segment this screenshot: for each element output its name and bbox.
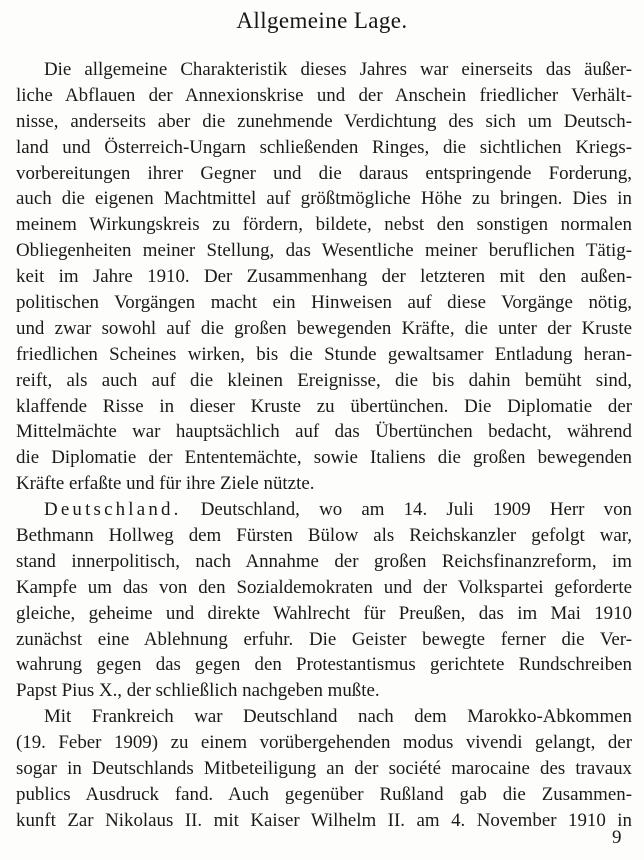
text-line: Kräfte erfaßte und für ihre Ziele nützte. (16, 473, 315, 495)
text-line: meinem Wirkungskreis zu fördern, bildete, nebst den sonstigen normalen (16, 214, 632, 236)
text-line: sogar in Deutschlands Mitbeteiligung an der société marocaine des travaux (16, 758, 632, 780)
text-line: kunft Zar Nikolaus II. mit Kaiser Wilhelm II. am 4. November 1910 in (16, 809, 632, 831)
text-line: wahrung gegen das gegen den Protestantismus gerichtete Rundschreiben (16, 654, 632, 676)
text-line: Papst Pius X., der schließlich nachgeben mußte. (16, 680, 380, 702)
text-line: liche Abflauen der Annexionskrise und der Anschein friedlicher Verhält- (16, 84, 632, 106)
text-line: die Diplomatie der Ententemächte, sowie Italiens die großen bewegenden (16, 447, 632, 469)
text-line (16, 497, 632, 523)
text-line: Bethmann Hollweg dem Fürsten Bülow als Reichskanzler gefolgt war, (16, 525, 632, 547)
page-number: 9 (612, 827, 622, 848)
text-line: klaffende Risse in dieser Kruste zu übertünchen. Die Diplomatie der (16, 395, 632, 417)
text-line: publics Ausdruck fand. Auch gegenüber Rußland gab die Zusammen- (16, 783, 632, 805)
page-title: Allgemeine Lage. (236, 8, 408, 33)
text-line: friedlichen Scheines wirken, bis die Stunde gewaltsamer Entladung heran- (16, 343, 632, 365)
text-line: Die allgemeine Charakteristik dieses Jahres war einerseits das äußer- (44, 59, 632, 80)
text-line: keit im Jahre 1910. Der Zusammenhang der letzteren mit den außen- (16, 266, 632, 288)
text-line: Obliegenheiten meiner Stellung, das Wesentliche meiner beruflichen Tätig- (16, 240, 632, 262)
text-line: nisse, anderseits aber die zunehmende Verdichtung des sich um Deutsch- (16, 110, 632, 132)
text-line: vorbereitungen ihrer Gegner und die daraus entspringende Forderung, (16, 162, 632, 184)
text-line: zunächst eine Ablehnung erfuhr. Die Geister bewegte ferner die Ver- (16, 628, 632, 650)
text-line: reift, als auch auf die kleinen Ereignisse, die bis dahin bemüht sind, (16, 369, 632, 391)
text-line: Mittelmächte war hauptsächlich auf das Übertünchen bedacht, während (16, 421, 632, 443)
text-line: gleiche, geheime und direkte Wahlrecht für Preußen, das im Mai 1910 (16, 602, 632, 624)
text-line: Kampfe um das von den Sozialdemokraten und der Volkspartei geforderte (16, 576, 632, 598)
text-line: politischen Vorgängen macht ein Hinweisen auf diese Vorgänge nötig, (16, 292, 632, 314)
text-line: Mit Frankreich war Deutschland nach dem Marokko-Abkommen (44, 706, 632, 728)
text-line: stand innerpolitisch, nach Annahme der großen Reichsfinanzreform, im (16, 550, 632, 572)
text-line: land und Österreich-Ungarn schließenden Ringes, die sichtlichen Kriegs- (16, 136, 632, 158)
text-fragment: Deutschland, wo am 14. Juli 1909 Herr von (200, 499, 632, 521)
body-text (16, 57, 632, 834)
text-line: und zwar sowohl auf die großen bewegenden Kräfte, die unter der Kruste (16, 317, 632, 339)
text-line: (19. Feber 1909) zu einem vorübergehenden modus vivendi gelangt, der (16, 732, 632, 754)
section-heading: Deutschland. (44, 499, 182, 521)
text-line: auch die eigenen Machtmittel auf größtmögliche Höhe zu bringen. Dies in (16, 188, 632, 210)
